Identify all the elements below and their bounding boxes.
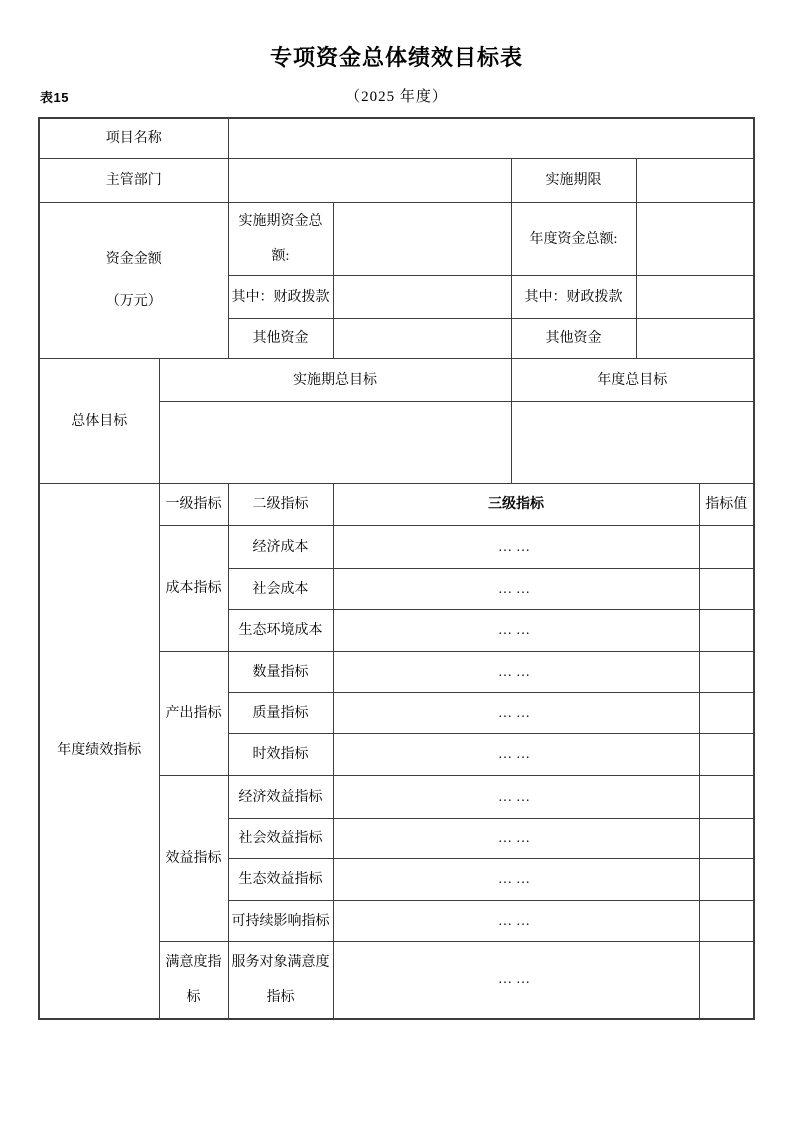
- indicator-row-ellipsis: ……: [333, 776, 699, 819]
- annual-fiscal-value: [636, 276, 754, 319]
- indicator-row-value: [699, 693, 754, 734]
- project-name-label: 项目名称: [39, 118, 228, 159]
- header-indicator-value: 指标值: [699, 484, 754, 526]
- impl-fiscal-label: 其中：财政拨款: [228, 276, 333, 319]
- impl-total-label: 实施期资金总额:: [228, 203, 333, 276]
- indicator-row-label: 时效指标: [228, 734, 333, 776]
- subtitle-row: [0, 85, 793, 107]
- indicator-row-label: 经济成本: [228, 526, 333, 569]
- indicator-row-ellipsis: ……: [333, 693, 699, 734]
- impl-goal-value: [159, 402, 511, 484]
- indicator-row-ellipsis: ……: [333, 819, 699, 859]
- indicator-row-ellipsis: ……: [333, 526, 699, 569]
- indicator-row-ellipsis: ……: [333, 734, 699, 776]
- indicator-row-value: [699, 569, 754, 610]
- dept-value: [228, 159, 511, 203]
- indicator-row-label: 生态环境成本: [228, 610, 333, 652]
- period-value: [636, 159, 754, 203]
- indicator-row-ellipsis: ……: [333, 942, 699, 1019]
- indicator-row-label: 服务对象满意度指标: [228, 942, 333, 1019]
- indicator-row-ellipsis: ……: [333, 859, 699, 901]
- impl-fiscal-value: [333, 276, 511, 319]
- indicator-row-label: 经济效益指标: [228, 776, 333, 819]
- group-satisfaction-label: 满意度指标: [159, 942, 228, 1019]
- annual-other-value: [636, 319, 754, 359]
- header-level3: 三级指标: [333, 484, 699, 526]
- performance-target-table: [38, 117, 755, 1020]
- group-benefit-label: 效益指标: [159, 776, 228, 942]
- indicator-row-value: [699, 942, 754, 1019]
- indicator-row-label: 社会成本: [228, 569, 333, 610]
- indicator-row-value: [699, 819, 754, 859]
- indicator-row-value: [699, 776, 754, 819]
- year-label: （2025 年度）: [345, 88, 448, 105]
- header-level1: 一级指标: [159, 484, 228, 526]
- indicator-row-ellipsis: ……: [333, 901, 699, 942]
- indicator-row-label: 可持续影响指标: [228, 901, 333, 942]
- group-cost-label: 成本指标: [159, 526, 228, 652]
- indicator-row-value: [699, 859, 754, 901]
- annual-total-value: [636, 203, 754, 276]
- header-level2: 二级指标: [228, 484, 333, 526]
- dept-label: 主管部门: [39, 159, 228, 203]
- indicator-row-ellipsis: ……: [333, 569, 699, 610]
- indicator-row-label: 社会效益指标: [228, 819, 333, 859]
- fund-amount-label-line2: （万元）: [105, 293, 162, 309]
- group-output-label: 产出指标: [159, 652, 228, 776]
- impl-total-value: [333, 203, 511, 276]
- impl-other-value: [333, 319, 511, 359]
- period-label: 实施期限: [511, 159, 636, 203]
- page-title: 专项资金总体绩效目标表: [269, 45, 523, 70]
- annual-goal-header: 年度总目标: [511, 359, 754, 402]
- indicator-row-ellipsis: ……: [333, 652, 699, 693]
- overall-goal-label: 总体目标: [39, 359, 159, 484]
- annual-other-label: 其他资金: [511, 319, 636, 359]
- indicator-row-value: [699, 610, 754, 652]
- indicator-row-value: [699, 526, 754, 569]
- annual-total-label: 年度资金总额:: [511, 203, 636, 276]
- fund-amount-label: [39, 203, 228, 359]
- annual-indicators-label: 年度绩效指标: [39, 484, 159, 1019]
- indicator-row-value: [699, 901, 754, 942]
- table-number: 表15: [40, 89, 69, 105]
- fund-amount-label-line1: 资金金额: [105, 251, 162, 267]
- indicator-row-value: [699, 652, 754, 693]
- impl-other-label: 其他资金: [228, 319, 333, 359]
- annual-fiscal-label: 其中：财政拨款: [511, 276, 636, 319]
- indicator-row-label: 质量指标: [228, 693, 333, 734]
- indicator-row-label: 数量指标: [228, 652, 333, 693]
- indicator-row-ellipsis: ……: [333, 610, 699, 652]
- project-name-value: [228, 118, 754, 159]
- indicator-row-value: [699, 734, 754, 776]
- indicator-row-label: 生态效益指标: [228, 859, 333, 901]
- impl-goal-header: 实施期总目标: [159, 359, 511, 402]
- annual-goal-value: [511, 402, 754, 484]
